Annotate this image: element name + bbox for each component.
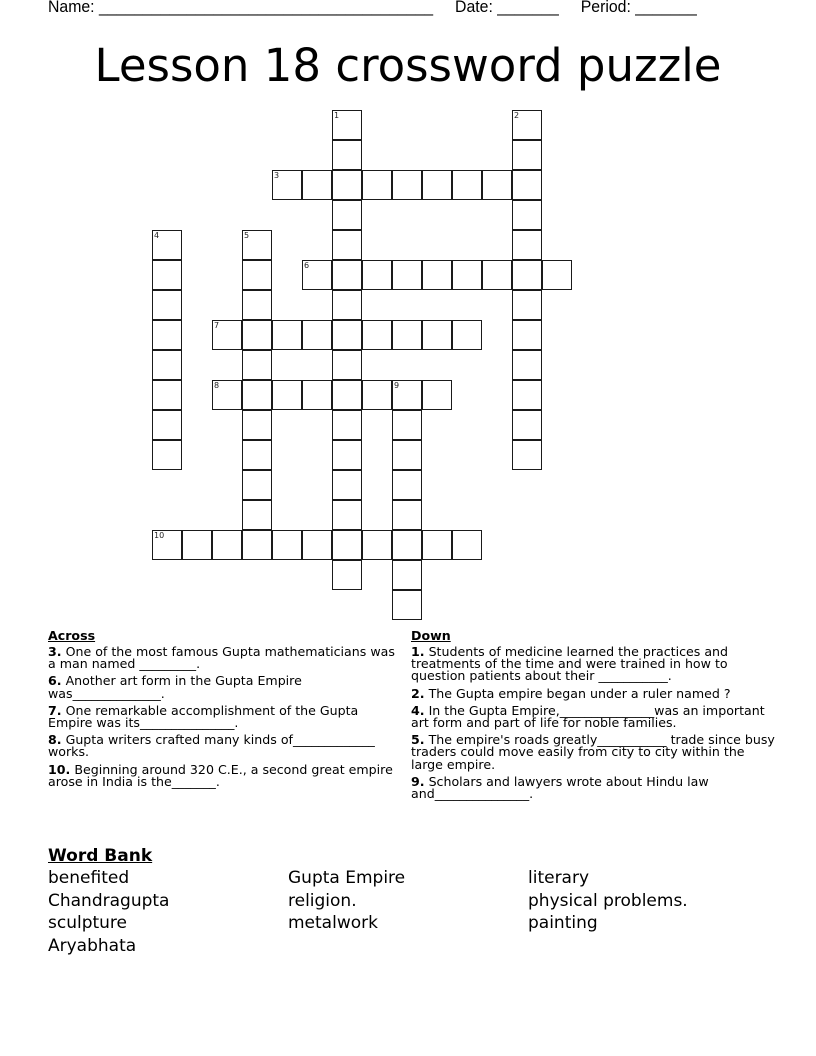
clue-text: The Gupta empire began under a ruler named ? <box>424 685 731 701</box>
down-clues <box>411 628 776 805</box>
crossword-cell[interactable] <box>332 290 362 320</box>
word-bank-item: Aryabhata <box>48 936 137 957</box>
word-bank-item: metalwork <box>288 913 378 934</box>
clue-number: 4. <box>411 702 425 718</box>
crossword-cell[interactable] <box>242 410 272 440</box>
crossword-cell[interactable] <box>452 170 482 200</box>
word-bank-item: physical problems. <box>528 890 688 911</box>
page-title: Lesson 18 crossword puzzle <box>94 39 722 92</box>
clue-number: 5. <box>411 732 425 748</box>
crossword-cell[interactable] <box>332 200 362 230</box>
student-info-line: Name: ______________________________________ Date: _______ Period: _______ <box>48 0 697 16</box>
crossword-cell[interactable] <box>152 410 182 440</box>
crossword-cell[interactable] <box>392 560 422 590</box>
crossword-cell[interactable] <box>242 380 272 410</box>
down-heading: Down <box>411 628 451 643</box>
clue-number: 10. <box>48 761 71 777</box>
clue-number: 7. <box>48 702 62 718</box>
crossword-cell[interactable] <box>332 260 362 290</box>
crossword-cell[interactable] <box>482 170 512 200</box>
crossword-cell[interactable] <box>212 380 242 410</box>
crossword-cell[interactable] <box>512 410 542 440</box>
crossword-cell[interactable] <box>362 530 392 560</box>
clue-number-label: 6 <box>304 261 310 270</box>
crossword-cell[interactable] <box>452 260 482 290</box>
crossword-cell[interactable] <box>512 170 542 200</box>
crossword-cell[interactable] <box>272 530 302 560</box>
crossword-cell[interactable] <box>242 260 272 290</box>
clue-number: 6. <box>48 673 62 689</box>
clue-across-6 <box>48 675 398 699</box>
clue-number: 2. <box>411 685 425 701</box>
crossword-cell[interactable] <box>332 470 362 500</box>
crossword-cell[interactable] <box>512 200 542 230</box>
crossword-cell[interactable] <box>242 440 272 470</box>
crossword-cell[interactable] <box>392 500 422 530</box>
word-bank-list <box>48 867 768 958</box>
crossword-cell[interactable] <box>332 320 362 350</box>
clue-text: Students of medicine learned the practices and treatments of the time and were trained in how to question patients about their ___________. <box>411 644 729 684</box>
crossword-cell[interactable] <box>392 320 422 350</box>
crossword-cell[interactable] <box>332 230 362 260</box>
crossword-cell[interactable] <box>332 380 362 410</box>
crossword-cell[interactable] <box>332 530 362 560</box>
clue-number-label: 10 <box>154 531 165 540</box>
word-bank-item: Gupta Empire <box>288 868 406 888</box>
crossword-cell[interactable] <box>422 530 452 560</box>
clue-down-5 <box>411 734 776 771</box>
crossword-cell[interactable] <box>482 260 512 290</box>
clue-number-label: 2 <box>514 111 520 120</box>
clue-across-3 <box>48 646 398 670</box>
clue-down-1 <box>411 646 776 683</box>
word-bank-item: painting <box>528 913 598 934</box>
word-bank <box>48 845 768 958</box>
clue-text: Beginning around 320 C.E., a second great empire arose in India is the_______. <box>48 761 393 789</box>
clue-number: 8. <box>48 732 62 748</box>
across-heading: Across <box>48 628 96 643</box>
crossword-cell[interactable] <box>242 290 272 320</box>
crossword-cell[interactable] <box>242 530 272 560</box>
crossword-cell[interactable] <box>152 350 182 380</box>
crossword-cell[interactable] <box>362 170 392 200</box>
crossword-cell[interactable] <box>242 230 272 260</box>
clue-text: The empire's roads greatly___________ trade since busy traders could move easily from city to city within the large empire. <box>411 732 775 772</box>
clue-number-label: 1 <box>334 111 340 120</box>
crossword-cell[interactable] <box>422 260 452 290</box>
crossword-cell[interactable] <box>332 110 362 140</box>
crossword-cell[interactable] <box>332 500 362 530</box>
crossword-cell[interactable] <box>302 380 332 410</box>
crossword-cell[interactable] <box>392 530 422 560</box>
crossword-cell[interactable] <box>452 530 482 560</box>
crossword-cell[interactable] <box>392 260 422 290</box>
crossword-cell[interactable] <box>512 380 542 410</box>
crossword-cell[interactable] <box>392 170 422 200</box>
clue-down-9 <box>411 773 776 802</box>
crossword-cell[interactable] <box>332 560 362 590</box>
word-bank-item: sculpture <box>48 913 128 934</box>
crossword-cell[interactable] <box>152 380 182 410</box>
crossword-cell[interactable] <box>392 590 422 620</box>
crossword-cell[interactable] <box>152 290 182 320</box>
crossword-cell[interactable] <box>512 110 542 140</box>
word-bank-item: Chandragupta <box>48 890 170 911</box>
crossword-cell[interactable] <box>332 170 362 200</box>
crossword-cell[interactable] <box>272 380 302 410</box>
crossword-cell[interactable] <box>392 470 422 500</box>
clue-down-4 <box>411 702 776 731</box>
crossword-cell[interactable] <box>212 320 242 350</box>
crossword-cell[interactable] <box>392 410 422 440</box>
crossword-cell[interactable] <box>452 320 482 350</box>
clue-number: 1. <box>411 644 425 659</box>
crossword-cell[interactable] <box>152 260 182 290</box>
clue-text: Another art form in the Gupta Empire was______________. <box>48 673 302 701</box>
crossword-cell[interactable] <box>332 350 362 380</box>
crossword-cell[interactable] <box>392 380 422 410</box>
crossword-cell[interactable] <box>302 530 332 560</box>
clue-number-label: 7 <box>214 321 220 330</box>
word-bank-item: benefited <box>48 868 130 888</box>
crossword-cell[interactable] <box>422 320 452 350</box>
crossword-cell[interactable] <box>422 170 452 200</box>
crossword-cell[interactable] <box>152 530 182 560</box>
crossword-cell[interactable] <box>152 440 182 470</box>
word-bank-heading: Word Bank <box>48 846 153 866</box>
crossword-cell[interactable] <box>242 470 272 500</box>
crossword-cell[interactable] <box>512 290 542 320</box>
crossword-cell[interactable] <box>242 350 272 380</box>
clue-number-label: 8 <box>214 381 220 390</box>
crossword-cell[interactable] <box>272 170 302 200</box>
clue-text: One of the most famous Gupta mathematicians was a man named _________. <box>48 644 395 672</box>
clue-text: Gupta writers crafted many kinds of_____________ works. <box>48 732 375 760</box>
word-bank-item: literary <box>528 868 590 888</box>
crossword-cell[interactable] <box>512 320 542 350</box>
clue-number-label: 9 <box>394 381 400 390</box>
clue-number-label: 5 <box>244 231 250 240</box>
clue-number: 9. <box>411 773 425 789</box>
crossword-cell[interactable] <box>542 260 572 290</box>
crossword-cell[interactable] <box>152 320 182 350</box>
word-bank-item: religion. <box>288 890 357 911</box>
clue-number-label: 3 <box>274 171 280 180</box>
crossword-cell[interactable] <box>332 140 362 170</box>
crossword-cell[interactable] <box>302 260 332 290</box>
crossword-cell[interactable] <box>512 260 542 290</box>
clue-down-2 <box>411 685 776 701</box>
crossword-cell[interactable] <box>332 410 362 440</box>
crossword-cell[interactable] <box>392 440 422 470</box>
crossword-cell[interactable] <box>302 320 332 350</box>
crossword-cell[interactable] <box>512 350 542 380</box>
crossword-cell[interactable] <box>422 380 452 410</box>
crossword-cell[interactable] <box>512 440 542 470</box>
crossword-cell[interactable] <box>212 530 242 560</box>
clue-text: Scholars and lawyers wrote about Hindu law and_______________. <box>411 773 709 802</box>
crossword-cell[interactable] <box>362 380 392 410</box>
clue-text: One remarkable accomplishment of the Gupta Empire was its_______________. <box>48 702 359 731</box>
crossword-cell[interactable] <box>182 530 212 560</box>
across-clues <box>48 628 398 793</box>
clue-across-10 <box>48 761 398 789</box>
crossword-cell[interactable] <box>512 140 542 170</box>
clue-text: In the Gupta Empire,_______________was an important art form and part of life for noble families. <box>411 702 765 731</box>
crossword-cell[interactable] <box>242 320 272 350</box>
crossword-cell[interactable] <box>302 170 332 200</box>
crossword-cell[interactable] <box>362 320 392 350</box>
crossword-cell[interactable] <box>332 440 362 470</box>
crossword-cell[interactable] <box>272 320 302 350</box>
crossword-cell[interactable] <box>362 260 392 290</box>
clue-number: 3. <box>48 644 62 659</box>
crossword-cell[interactable] <box>152 230 182 260</box>
clue-across-7 <box>48 702 398 731</box>
crossword-cell[interactable] <box>512 230 542 260</box>
clue-across-8 <box>48 734 398 758</box>
clue-number-label: 4 <box>154 231 160 240</box>
crossword-cell[interactable] <box>242 500 272 530</box>
